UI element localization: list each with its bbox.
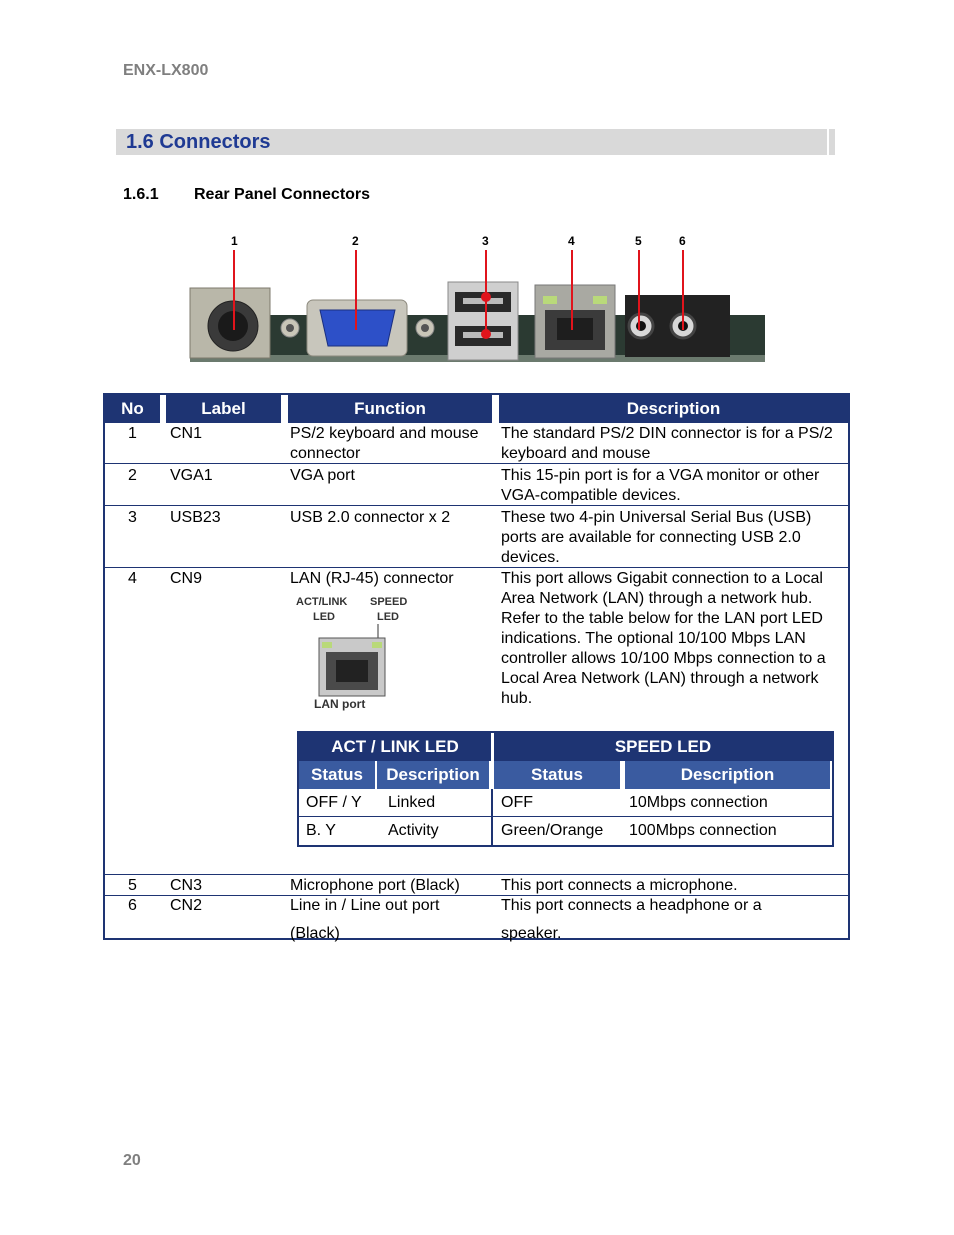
- table-cell-function: USB 2.0 connector x 2: [290, 509, 451, 526]
- led-group-act-link: ACT / LINK LED: [299, 733, 491, 761]
- table-cell-function: VGA port: [290, 467, 355, 484]
- lan-diagram-speed-led: LED: [377, 611, 399, 623]
- led-cell: Green/Orange: [501, 822, 604, 839]
- table-cell-function: Line in / Line out port (Black): [290, 897, 440, 942]
- callout-label: 3: [482, 234, 489, 248]
- led-subheader-description: Description: [625, 761, 830, 789]
- table-cell-label: CN1: [170, 425, 203, 442]
- table-cell-description: This port allows Gigabit connection to a Local Area Network (LAN) through a network hub. Refer to the table below for the LAN port LED indications. The optional 10/100 Mbps LAN controller allows 10/100 Mbps connection to a Local Area Network (LAN) through a network hub.: [501, 570, 826, 707]
- header-divider: [160, 397, 163, 421]
- subsection-number: 1.6.1: [123, 186, 159, 203]
- table-cell-function: LAN (RJ-45) connector: [290, 570, 454, 587]
- led-cell: B. Y: [306, 822, 336, 839]
- table-cell-label: USB23: [170, 509, 221, 526]
- header-divider: [493, 397, 496, 421]
- table-cell-no: 2: [128, 467, 137, 484]
- led-subheader-status: Status: [299, 761, 375, 789]
- led-cell: OFF: [501, 794, 533, 811]
- led-cell: Linked: [388, 794, 436, 811]
- lan-port-diagram: [318, 624, 388, 704]
- led-subheader-description: Description: [377, 761, 489, 789]
- table-cell-function: Microphone port (Black): [290, 877, 460, 894]
- led-cell: 100Mbps connection: [629, 822, 777, 839]
- table-cell-description: This port connects a microphone.: [501, 877, 738, 894]
- document-model-header: ENX-LX800: [123, 62, 209, 79]
- column-header-description: Description: [499, 395, 848, 423]
- table-cell-description: These two 4-pin Universal Serial Bus (USB) ports are available for connecting USB 2.0 devices.: [501, 509, 812, 566]
- table-cell-no: 1: [128, 425, 137, 442]
- table-cell-label: VGA1: [170, 467, 213, 484]
- led-subheader-status: Status: [494, 761, 620, 789]
- column-header-label: Label: [166, 395, 281, 423]
- rear-panel-photo: [185, 230, 770, 370]
- table-cell-label: CN9: [170, 570, 203, 587]
- callout-label: 5: [635, 234, 642, 248]
- table-cell-function: PS/2 keyboard and mouse connector: [290, 425, 479, 462]
- callout-label: 6: [679, 234, 686, 248]
- table-cell-description: This port connects a headphone or a speaker.: [501, 897, 762, 942]
- table-cell-label: CN2: [170, 897, 203, 914]
- subsection-title: Rear Panel Connectors: [194, 186, 371, 203]
- table-cell-label: CN3: [170, 877, 203, 894]
- page-number: 20: [123, 1152, 141, 1169]
- table-cell-no: 6: [128, 897, 137, 914]
- led-cell: OFF / Y: [306, 794, 362, 811]
- lan-diagram-speed: SPEED: [370, 596, 408, 608]
- table-cell-no: 3: [128, 509, 137, 526]
- table-cell-description: This 15-pin port is for a VGA monitor or other VGA-compatible devices.: [501, 467, 820, 504]
- column-header-no: No: [105, 395, 160, 423]
- led-cell: 10Mbps connection: [629, 794, 768, 811]
- header-divider: [282, 397, 285, 421]
- lan-diagram-act-link: ACT/LINK: [296, 596, 348, 608]
- section-title: 1.6 Connectors: [126, 131, 271, 153]
- rear-panel-figure: [185, 230, 770, 370]
- callout-label: 2: [352, 234, 359, 248]
- led-group-speed: SPEED LED: [494, 733, 832, 761]
- table-cell-no: 5: [128, 877, 137, 894]
- column-header-function: Function: [288, 395, 492, 423]
- callout-label: 1: [231, 234, 238, 248]
- table-cell-description: The standard PS/2 DIN connector is for a PS/2 keyboard and mouse: [501, 425, 833, 462]
- callout-label: 4: [568, 234, 575, 248]
- led-cell: Activity: [388, 822, 439, 839]
- lan-port-label: LAN port: [314, 697, 366, 711]
- lan-diagram-act-led: LED: [313, 611, 335, 623]
- table-cell-no: 4: [128, 570, 137, 587]
